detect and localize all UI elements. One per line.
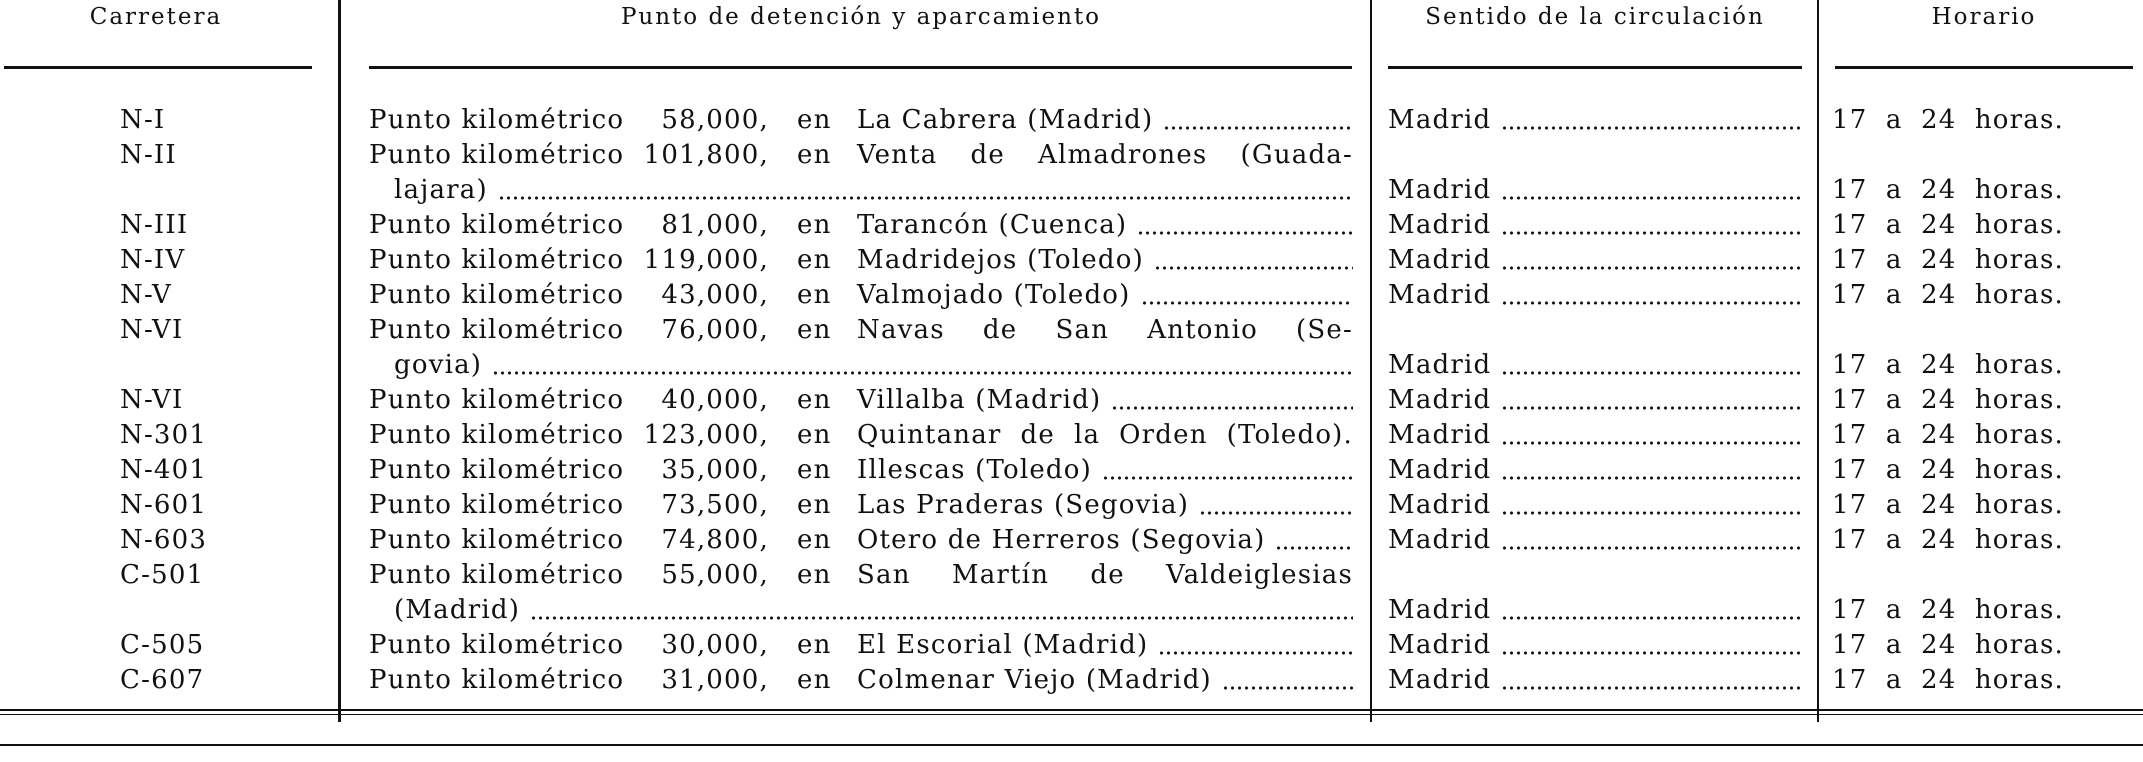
table-row: [0, 628, 2143, 663]
direction-value: Madrid: [1388, 595, 1492, 625]
direction: [1388, 418, 1802, 453]
dot-leader: [1158, 628, 1353, 663]
row-line: [0, 278, 2143, 313]
direction-value: Madrid: [1388, 525, 1492, 555]
road-code: N-II: [120, 140, 177, 170]
dot-leader: [1501, 383, 1802, 418]
road-code: N-I: [120, 105, 166, 135]
table-row: [0, 208, 2143, 243]
direction: [1388, 173, 1802, 208]
row-line: [0, 208, 2143, 243]
point-label: Punto kilométrico: [369, 385, 625, 415]
direction-value: Madrid: [1388, 455, 1492, 485]
dot-leader: [1501, 663, 1802, 698]
kilometer-value: 101,800,: [643, 140, 769, 170]
dot-leader: [1501, 523, 1802, 558]
road-code: C-501: [120, 560, 205, 590]
direction-value: Madrid: [1388, 175, 1492, 205]
direction-value: Madrid: [1388, 665, 1492, 695]
place-name: Las Praderas (Segovia): [857, 490, 1190, 520]
road-code: N-603: [120, 525, 208, 555]
dot-leader: [1102, 453, 1353, 488]
dot-leader: [1141, 278, 1353, 313]
schedule: 17 a 24 horas.: [1832, 595, 2064, 625]
direction: [1388, 628, 1802, 663]
table-row: [0, 523, 2143, 558]
place-name: Valmojado (Toledo): [857, 280, 1131, 310]
stop-point: [369, 558, 1353, 593]
direction: [1388, 488, 1802, 523]
place-name: Otero de Herreros (Segovia): [857, 525, 1266, 555]
direction-value: Madrid: [1388, 105, 1492, 135]
kilometer-value: 119,000,: [643, 245, 769, 275]
preposition: en: [797, 105, 832, 135]
road-code: N-601: [120, 490, 208, 520]
dot-leader: [492, 348, 1353, 383]
road-code: N-III: [120, 210, 189, 240]
row-line: [0, 453, 2143, 488]
place-name: Colmenar Viejo (Madrid): [857, 665, 1212, 695]
stop-point-continuation: [394, 173, 1353, 208]
point-label: Punto kilométrico: [369, 630, 625, 660]
dot-leader: [1501, 628, 1802, 663]
column-header-sentido: Sentido de la circulación: [1425, 4, 1765, 30]
header-underline: [1388, 66, 1802, 69]
row-line: [0, 558, 2143, 593]
column-header-carretera: Carretera: [89, 4, 223, 30]
preposition: en: [797, 210, 832, 240]
place-name: Villalba (Madrid): [857, 385, 1102, 415]
dot-leader: [1501, 348, 1802, 383]
point-label: Punto kilométrico: [369, 560, 625, 590]
dot-leader: [1501, 593, 1802, 628]
schedule: 17 a 24 horas.: [1832, 385, 2064, 415]
column-header-horario: Horario: [1931, 4, 2037, 30]
row-line: [0, 628, 2143, 663]
place-name: Madridejos (Toledo): [857, 245, 1144, 275]
kilometer-value: 81,000,: [661, 210, 769, 240]
stop-point: [369, 418, 1353, 453]
stop-point: [369, 488, 1353, 523]
table-row: [0, 313, 2143, 383]
table-bottom-rule: [0, 709, 2143, 711]
table-row: [0, 138, 2143, 208]
stop-point-continuation: [394, 348, 1353, 383]
dot-leader: [1275, 523, 1353, 558]
row-line: [0, 103, 2143, 138]
schedule: 17 a 24 horas.: [1832, 665, 2064, 695]
direction: [1388, 208, 1802, 243]
place-name: San Martín de Valdeiglesias: [857, 560, 1353, 590]
stop-point: [369, 138, 1353, 173]
schedule: 17 a 24 horas.: [1832, 420, 2064, 450]
schedule: 17 a 24 horas.: [1832, 455, 2064, 485]
schedule: 17 a 24 horas.: [1832, 210, 2064, 240]
preposition: en: [797, 455, 832, 485]
row-line: [0, 663, 2143, 698]
row-line: [0, 313, 2143, 348]
direction: [1388, 348, 1802, 383]
stop-point: [369, 523, 1353, 558]
road-code: N-IV: [120, 245, 186, 275]
place-name-continuation: (Madrid): [394, 595, 521, 625]
dot-leader: [1199, 488, 1353, 523]
dot-leader: [1111, 383, 1353, 418]
stop-point: [369, 243, 1353, 278]
schedule: 17 a 24 horas.: [1832, 525, 2064, 555]
direction-value: Madrid: [1388, 245, 1492, 275]
preposition: en: [797, 280, 832, 310]
point-label: Punto kilométrico: [369, 245, 625, 275]
schedule: 17 a 24 horas.: [1832, 350, 2064, 380]
preposition: en: [797, 315, 832, 345]
direction: [1388, 243, 1802, 278]
dot-leader: [498, 173, 1353, 208]
dot-leader: [1163, 103, 1353, 138]
point-label: Punto kilométrico: [369, 315, 625, 345]
kilometer-value: 43,000,: [661, 280, 769, 310]
dot-leader: [1501, 173, 1802, 208]
row-line: [0, 418, 2143, 453]
direction: [1388, 593, 1802, 628]
dot-leader: [1501, 278, 1802, 313]
kilometer-value: 35,000,: [661, 455, 769, 485]
preposition: en: [797, 525, 832, 555]
row-line: [0, 138, 2143, 173]
road-code: N-VI: [120, 315, 184, 345]
direction: [1388, 453, 1802, 488]
preposition: en: [797, 140, 832, 170]
kilometer-value: 30,000,: [661, 630, 769, 660]
preposition: en: [797, 420, 832, 450]
preposition: en: [797, 245, 832, 275]
stop-point: [369, 383, 1353, 418]
row-line: [0, 593, 2143, 628]
header-underline: [369, 66, 1352, 69]
point-label: Punto kilométrico: [369, 665, 625, 695]
point-label: Punto kilométrico: [369, 210, 625, 240]
schedule: 17 a 24 horas.: [1832, 245, 2064, 275]
preposition: en: [797, 665, 832, 695]
stop-point-continuation: [394, 593, 1353, 628]
direction-value: Madrid: [1388, 350, 1492, 380]
place-name: El Escorial (Madrid): [857, 630, 1149, 660]
direction: [1388, 103, 1802, 138]
table-row: [0, 278, 2143, 313]
schedule: 17 a 24 horas.: [1832, 630, 2064, 660]
road-code: C-607: [120, 665, 205, 695]
point-label: Punto kilométrico: [369, 140, 625, 170]
road-code: N-VI: [120, 385, 184, 415]
table-row: [0, 663, 2143, 698]
direction: [1388, 663, 1802, 698]
direction-value: Madrid: [1388, 490, 1492, 520]
column-header-punto: Punto de detención y aparcamiento: [620, 4, 1102, 30]
place-name: Tarancón (Cuenca): [857, 210, 1128, 240]
kilometer-value: 74,800,: [661, 525, 769, 555]
direction: [1388, 523, 1802, 558]
table-body: [0, 103, 2143, 698]
place-name: Illescas (Toledo): [857, 455, 1092, 485]
stop-point: [369, 313, 1353, 348]
dot-leader: [1501, 488, 1802, 523]
table-row: [0, 103, 2143, 138]
direction: [1388, 383, 1802, 418]
schedule: 17 a 24 horas.: [1832, 105, 2064, 135]
schedule: 17 a 24 horas.: [1832, 175, 2064, 205]
place-name: Navas de San Antonio (Se-: [857, 315, 1353, 345]
row-line: [0, 383, 2143, 418]
place-name: Quintanar de la Orden (Toledo).: [857, 420, 1353, 450]
kilometer-value: 76,000,: [661, 315, 769, 345]
place-name-continuation: lajara): [394, 175, 488, 205]
schedule: 17 a 24 horas.: [1832, 280, 2064, 310]
stop-point: [369, 103, 1353, 138]
dot-leader: [1154, 243, 1353, 278]
direction-value: Madrid: [1388, 420, 1492, 450]
preposition: en: [797, 490, 832, 520]
kilometer-value: 73,500,: [661, 490, 769, 520]
place-name: Venta de Almadrones (Guada-: [857, 140, 1353, 170]
kilometer-value: 123,000,: [643, 420, 769, 450]
stop-point: [369, 208, 1353, 243]
direction-value: Madrid: [1388, 630, 1492, 660]
kilometer-value: 31,000,: [661, 665, 769, 695]
table-row: [0, 453, 2143, 488]
dot-leader: [1501, 103, 1802, 138]
header-underline: [4, 66, 312, 69]
dot-leader: [1222, 663, 1353, 698]
stop-point: [369, 663, 1353, 698]
table-row: [0, 383, 2143, 418]
row-line: [0, 523, 2143, 558]
direction: [1388, 278, 1802, 313]
place-name: La Cabrera (Madrid): [857, 105, 1154, 135]
preposition: en: [797, 630, 832, 660]
dot-leader: [530, 593, 1353, 628]
table-row: [0, 488, 2143, 523]
table-bottom-rule: [0, 714, 2143, 715]
row-line: [0, 488, 2143, 523]
point-label: Punto kilométrico: [369, 490, 625, 520]
row-line: [0, 348, 2143, 383]
header-underline: [1835, 66, 2133, 69]
row-line: [0, 173, 2143, 208]
direction-value: Madrid: [1388, 280, 1492, 310]
table-row: [0, 558, 2143, 628]
kilometer-value: 58,000,: [661, 105, 769, 135]
road-code: N-V: [120, 280, 173, 310]
direction-value: Madrid: [1388, 210, 1492, 240]
point-label: Punto kilométrico: [369, 420, 625, 450]
dot-leader: [1501, 453, 1802, 488]
table-row: [0, 418, 2143, 453]
road-code: N-401: [120, 455, 208, 485]
kilometer-value: 40,000,: [661, 385, 769, 415]
kilometer-value: 55,000,: [661, 560, 769, 590]
schedule: 17 a 24 horas.: [1832, 490, 2064, 520]
road-code: C-505: [120, 630, 205, 660]
dot-leader: [1501, 208, 1802, 243]
row-line: [0, 243, 2143, 278]
preposition: en: [797, 385, 832, 415]
place-name-continuation: govia): [394, 350, 483, 380]
preposition: en: [797, 560, 832, 590]
road-code: N-301: [120, 420, 208, 450]
stop-point: [369, 278, 1353, 313]
stop-point: [369, 628, 1353, 663]
dot-leader: [1501, 243, 1802, 278]
direction-value: Madrid: [1388, 385, 1492, 415]
page-bottom-rule: [0, 744, 2143, 746]
dot-leader: [1137, 208, 1353, 243]
stop-point: [369, 453, 1353, 488]
dot-leader: [1501, 418, 1802, 453]
point-label: Punto kilométrico: [369, 280, 625, 310]
point-label: Punto kilométrico: [369, 455, 625, 485]
point-label: Punto kilométrico: [369, 105, 625, 135]
point-label: Punto kilométrico: [369, 525, 625, 555]
table-row: [0, 243, 2143, 278]
